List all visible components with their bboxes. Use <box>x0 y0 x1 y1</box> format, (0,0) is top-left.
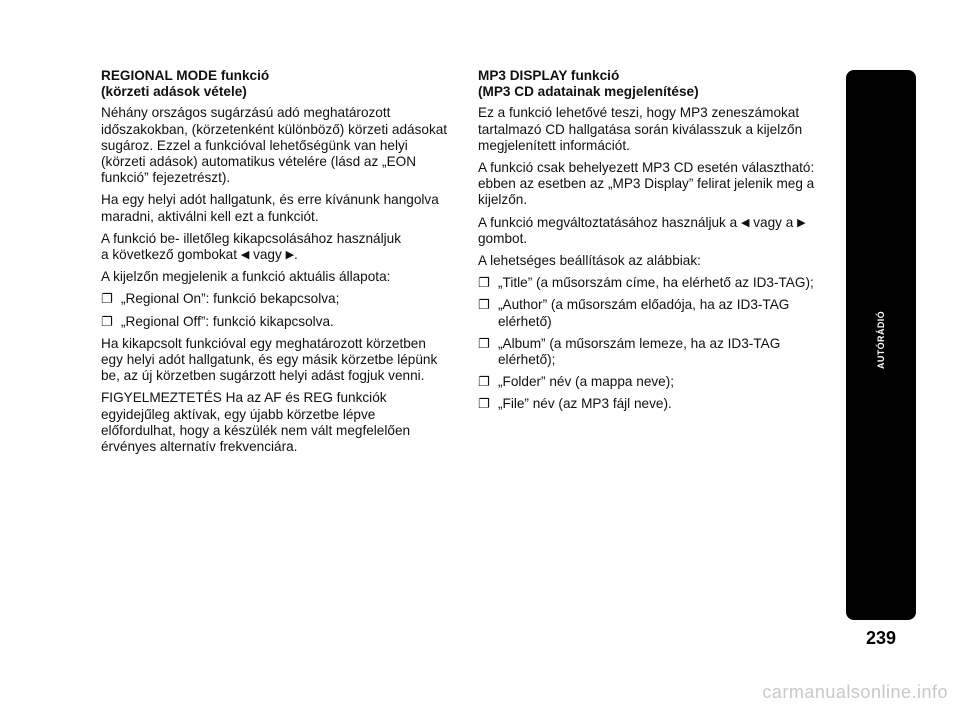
list-item-text: „File” név (az MP3 fájl neve). <box>498 396 672 412</box>
list-item-text: „Regional On”: funkció bekapcsolva; <box>121 291 340 307</box>
paragraph: A funkció csak behelyezett MP3 CD esetén választható: ebben az esetben az „MP3 Display” felirat jelenik meg a kijelzőn. <box>478 160 815 208</box>
list-item <box>478 374 834 390</box>
checkbox-icon: ❐ <box>101 291 113 307</box>
text: vagy <box>253 247 282 263</box>
warning-paragraph: FIGYELMEZTETÉS Ha az AF és REG funkciók egyidejűleg aktívak, egy újabb körzetbe lépve előfordulhat, hogy a készülék nem vált megfelelően érvényes alternatív frekvenciára. <box>101 390 411 455</box>
mp3-display-heading <box>478 68 834 100</box>
checkbox-icon: ❐ <box>478 297 490 313</box>
list-item <box>478 336 834 368</box>
list-item-text: „Regional Off”: funkció kikapcsolva. <box>121 313 334 329</box>
list-item-text: „Album” (a műsorszám lemeze, ha az ID3-TAG elérhető); <box>498 335 781 368</box>
text: gombot. <box>478 230 528 246</box>
right-arrow-icon: ▶ <box>285 249 295 262</box>
text: A funkció be- illetőleg kikapcsolásához használjuk <box>101 230 401 246</box>
heading-line: (körzeti adások vétele) <box>101 84 247 100</box>
list-item <box>101 291 451 307</box>
section-tab-label: AUTÓRÁDIÓ <box>876 310 886 370</box>
checkbox-icon: ❐ <box>478 374 490 390</box>
paragraph: Ha kikapcsolt funkcióval egy meghatározott körzetben egy helyi adót hallgatunk, és egy másik körzetbe lépünk be, az új körzetben sugárzott helyi adást fogjuk venni. <box>101 335 438 384</box>
checkbox-icon: ❐ <box>478 335 490 351</box>
right-arrow-icon: ▶ <box>797 216 806 229</box>
list-item-text: „Author” (a műsorszám előadója, ha az ID3-TAG elérhető) <box>498 297 790 329</box>
left-arrow-icon: ◀ <box>240 249 250 262</box>
paragraph-buttons <box>101 231 451 263</box>
section-side-tab <box>846 70 916 620</box>
heading-line: REGIONAL MODE funkció <box>101 68 270 83</box>
text: vagy a <box>753 214 794 230</box>
checkbox-icon: ❐ <box>478 396 490 412</box>
paragraph: Ha egy helyi adót hallgatunk, és erre kívánunk hangolva maradni, aktiválni kell ezt a funkciót. <box>101 192 439 224</box>
paragraph: A kijelzőn megjelenik a funkció aktuális állapota: <box>101 269 391 285</box>
right-column <box>478 68 834 419</box>
text: . <box>294 247 298 263</box>
list-item <box>478 297 834 329</box>
checkbox-icon: ❐ <box>478 275 490 291</box>
paragraph-buttons <box>478 215 834 247</box>
paragraph: A lehetséges beállítások az alábbiak: <box>478 253 701 269</box>
paragraph: Néhány országos sugárzású adó meghatározott időszakokban, (körzetenként különböző) körzeti adásokat sugároz. Ezzel a funkcióval lehetőségünk van helyi (körzeti adások) automatikus vételére (lásd az „EON funkció” fejezetrészt). <box>101 105 448 186</box>
left-column <box>101 68 451 461</box>
heading-line: (MP3 CD adatainak megjelenítése) <box>478 84 699 100</box>
list-item <box>478 396 834 412</box>
text: A funkció megváltoztatásához használjuk a <box>478 214 738 230</box>
text: a következő gombokat <box>101 247 238 263</box>
regional-mode-heading <box>101 68 451 100</box>
paragraph: Ez a funkció lehetővé teszi, hogy MP3 zeneszámokat tartalmazó CD hallgatása során kiválasszuk a kijelzőn megjelenített információt. <box>478 105 803 153</box>
list-item-text: „Title” (a műsorszám címe, ha elérhető az ID3-TAG); <box>498 275 814 291</box>
watermark: carmanualsonline.info <box>762 682 948 702</box>
left-arrow-icon: ◀ <box>740 216 750 229</box>
page-number: 239 <box>865 628 897 648</box>
heading-line: MP3 DISPLAY funkció <box>478 68 620 83</box>
list-item <box>101 314 451 330</box>
list-item-text: „Folder” név (a mappa neve); <box>498 374 675 390</box>
checkbox-icon: ❐ <box>101 313 113 329</box>
list-item <box>478 275 834 291</box>
